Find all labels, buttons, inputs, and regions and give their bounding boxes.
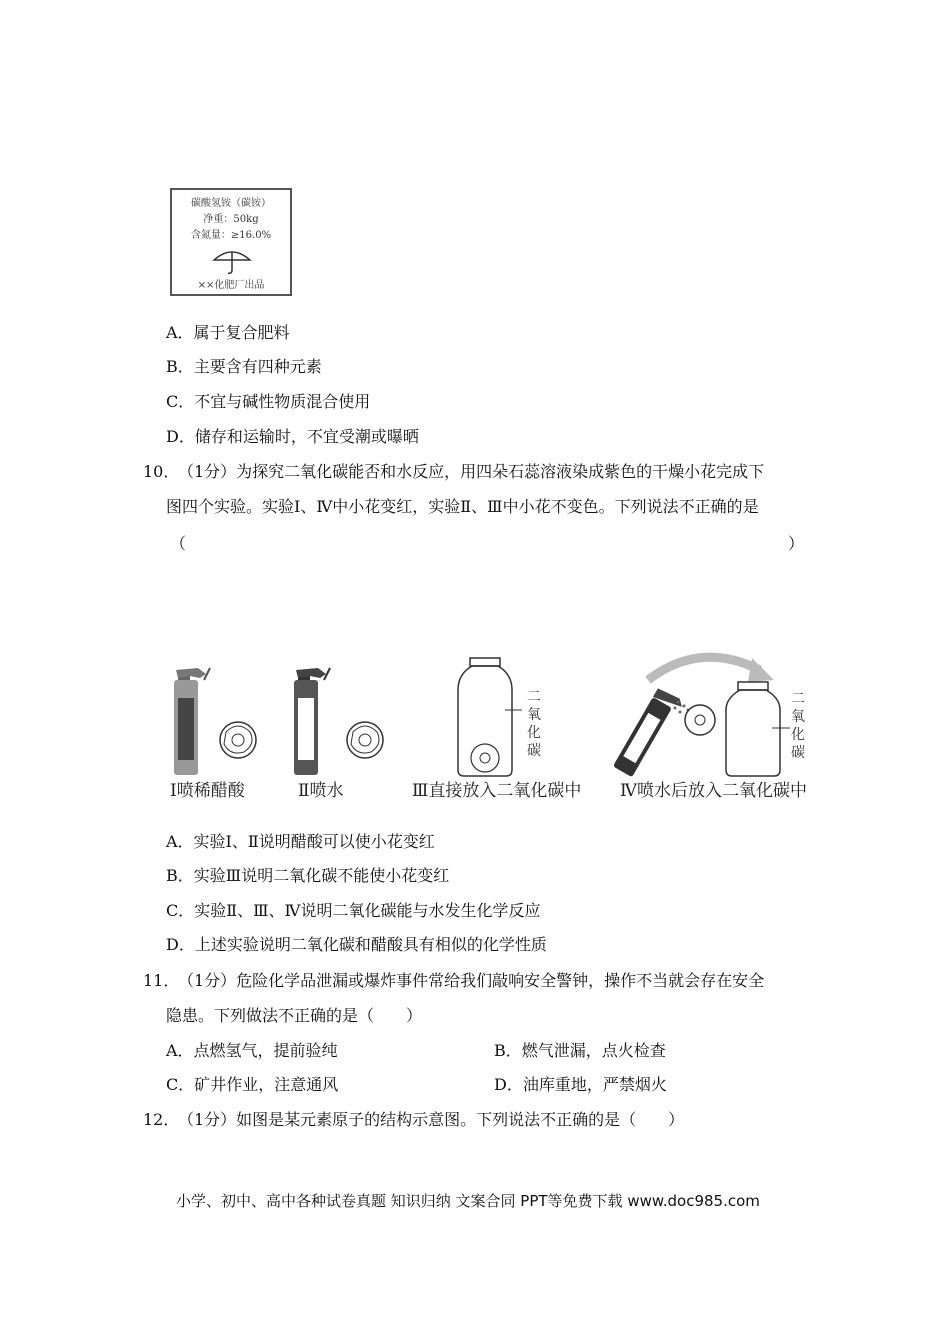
fertilizer-label-figure bbox=[170, 188, 292, 296]
caption-exp3: Ⅲ直接放入二氧化碳中 bbox=[412, 781, 582, 801]
label-line-weight: 净重：50kg bbox=[203, 214, 259, 225]
page-footer: 小学、初中、高中各种试卷真题 知识归纳 文案合同 PPT等免费下载 www.doc985.com bbox=[176, 1192, 760, 1210]
q10-stem-line2: 图四个实验。实验Ⅰ、Ⅳ中小花变红，实验Ⅱ、Ⅲ中小花不变色。下列说法不正确的是 bbox=[166, 497, 759, 516]
gas-label-jar3: 二 氧 化 碳 bbox=[527, 689, 541, 759]
q12-number: 12． bbox=[143, 1110, 180, 1129]
spray-bottle-icon bbox=[294, 668, 330, 775]
q9-option-b: B．主要含有四种元素 bbox=[166, 357, 322, 376]
label-line-name: 碳酸氢铵（碳铵） bbox=[191, 198, 271, 209]
q10-option-d: D．上述实验说明二氧化碳和醋酸具有相似的化学性质 bbox=[166, 935, 547, 954]
q11-option-b: B．燃气泄漏，点火检查 bbox=[494, 1041, 666, 1060]
gas-jar-icon bbox=[458, 658, 522, 776]
spray-bottle-icon bbox=[613, 687, 685, 780]
spray-bottle-icon bbox=[174, 668, 210, 775]
gas-jar-icon bbox=[726, 682, 790, 776]
caption-exp4: Ⅳ喷水后放入二氧化碳中 bbox=[620, 781, 807, 801]
q9-option-c: C．不宜与碱性物质混合使用 bbox=[166, 392, 371, 411]
umbrella-icon bbox=[210, 246, 254, 276]
q10-paren-close: ） bbox=[788, 534, 805, 553]
flower-icon bbox=[685, 705, 715, 735]
q10-option-b: B．实验Ⅲ说明二氧化碳不能使小花变红 bbox=[166, 866, 450, 885]
q10-stem-line1: （1分）为探究二氧化碳能否和水反应，用四朵石蕊溶液染成紫色的干燥小花完成下 bbox=[178, 462, 765, 481]
q11-option-c: C．矿井作业，注意通风 bbox=[166, 1075, 339, 1094]
label-line-maker: ××化肥厂出品 bbox=[197, 280, 265, 291]
caption-exp1: Ⅰ喷稀醋酸 bbox=[170, 781, 245, 801]
q10-option-c: C．实验Ⅱ、Ⅲ、Ⅳ说明二氧化碳能与水发生化学反应 bbox=[166, 901, 541, 920]
q11-number: 11． bbox=[143, 971, 180, 990]
q12-stem-line1: （1分）如图是某元素原子的结构示意图。下列说法不正确的是（ ） bbox=[178, 1110, 685, 1129]
q10-paren-open: （ bbox=[170, 534, 187, 553]
flower-icon bbox=[347, 722, 383, 758]
q9-option-a: A．属于复合肥料 bbox=[166, 323, 290, 342]
q10-number: 10． bbox=[143, 462, 180, 481]
caption-exp2: Ⅱ喷水 bbox=[298, 781, 344, 801]
flower-icon bbox=[220, 722, 256, 758]
arrow-head-icon bbox=[748, 658, 774, 682]
label-line-nitrogen: 含氮量：≥16.0% bbox=[190, 230, 272, 241]
q11-stem-line1: （1分）危险化学品泄漏或爆炸事件常给我们敲响安全警钟，操作不当就会存在安全 bbox=[178, 971, 765, 990]
q11-stem-line2: 隐患。下列做法不正确的是（ ） bbox=[166, 1006, 423, 1025]
arrow-icon bbox=[648, 657, 760, 680]
q11-option-d: D．油库重地，严禁烟火 bbox=[494, 1075, 667, 1094]
q10-option-a: A．实验Ⅰ、Ⅱ说明醋酸可以使小花变红 bbox=[166, 832, 435, 851]
q11-option-a: A．点燃氢气，提前验纯 bbox=[166, 1041, 338, 1060]
gas-label-jar4: 二 氧 化 碳 bbox=[791, 691, 805, 761]
experiment-figure bbox=[160, 640, 820, 780]
q9-option-d: D．储存和运输时，不宜受潮或曝晒 bbox=[166, 427, 419, 446]
